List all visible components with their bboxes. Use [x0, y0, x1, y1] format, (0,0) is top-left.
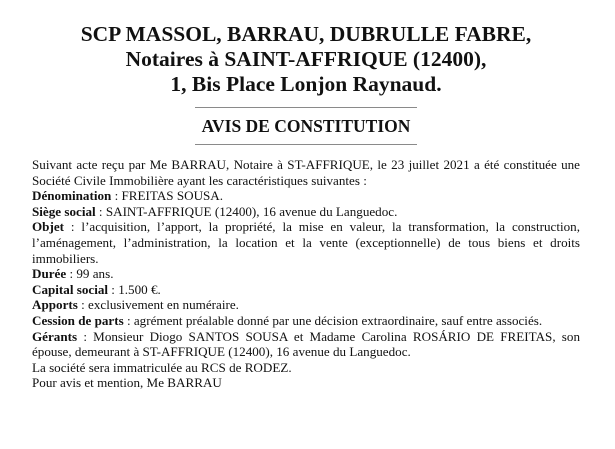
gerants-label: Gérants [32, 328, 78, 344]
notary-header [32, 22, 580, 97]
denomination-line [32, 188, 580, 204]
capital-line [32, 282, 580, 298]
duree-value: : 99 ans. [66, 266, 114, 282]
notice-title: AVIS DE CONSTITUTION [201, 116, 411, 136]
divider-bottom [195, 144, 417, 145]
intro-paragraph: Suivant acte reçu par Me BARRAU, Notaire à ST-AFFRIQUE, le 23 juillet 2021 a été constituée une Société Civile Immobilière ayant les caractéristiques suivantes : [32, 157, 580, 188]
objet-line [32, 219, 580, 266]
legal-notice [32, 22, 580, 391]
notary-location: Notaires à SAINT-AFFRIQUE (12400), [125, 47, 487, 71]
gerants-line [32, 329, 580, 360]
cession-label: Cession de parts [32, 312, 124, 328]
divider-top [195, 107, 417, 108]
objet-value: : l’acquisition, l’apport, la propriété, la mise en valeur, la transformation, la construction, l’aménagement, l’administration, la location et la vente (exceptionnelle) de tous biens et droits immobiliers. [32, 219, 580, 266]
notice-body [32, 157, 580, 391]
denomination-label: Dénomination [32, 188, 112, 204]
cession-line [32, 313, 580, 329]
objet-label: Objet [32, 219, 64, 235]
capital-label: Capital social [32, 281, 109, 297]
siege-label: Siège social [32, 203, 96, 219]
apports-value: : exclusivement en numéraire. [77, 297, 239, 313]
notary-address: 1, Bis Place Lonjon Raynaud. [170, 72, 442, 96]
apports-label: Apports [32, 297, 78, 313]
duree-label: Durée [32, 266, 67, 282]
gerants-value: : Monsieur Diogo SANTOS SOUSA et Madame Carolina ROSÁRIO DE FREITAS, son épouse, demeurant à ST-AFFRIQUE (12400), 16 avenue du Languedoc. [32, 328, 580, 360]
siege-value: : SAINT-AFFRIQUE (12400), 16 avenue du Languedoc. [95, 203, 398, 219]
denomination-value: : FREITAS SOUSA. [111, 188, 224, 204]
immatriculation-line: La société sera immatriculée au RCS de RODEZ. [32, 359, 292, 375]
notary-firm-name: SCP MASSOL, BARRAU, DUBRULLE FABRE, [80, 22, 532, 46]
cession-value: : agrément préalable donné par une décision extraordinaire, sauf entre associés. [123, 312, 543, 328]
apports-line [32, 297, 580, 313]
capital-value: : 1.500 €. [108, 281, 161, 297]
closing-line: Pour avis et mention, Me BARRAU [32, 375, 222, 391]
duree-line [32, 266, 580, 282]
siege-line [32, 204, 580, 220]
